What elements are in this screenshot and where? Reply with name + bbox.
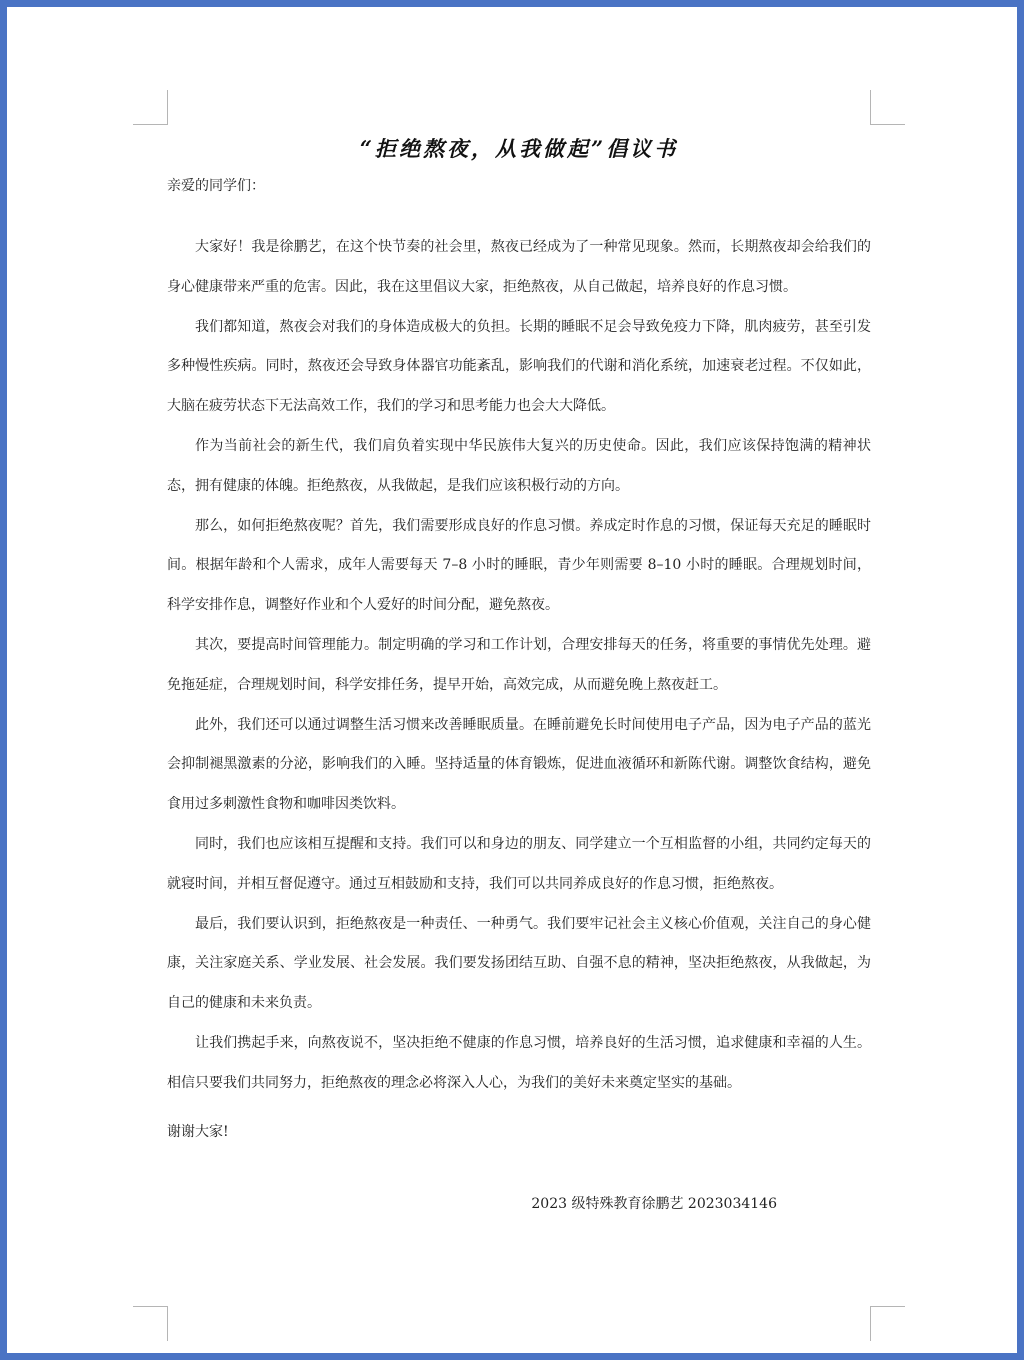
- crop-mark-top-left: [133, 90, 168, 125]
- document-title: “拒绝熬夜，从我做起”倡议书: [359, 136, 679, 161]
- crop-mark-top-right: [870, 90, 905, 125]
- paragraph-7: 同时，我们也应该相互提醒和支持。我们可以和身边的朋友、同学建立一个互相监督的小组，共同约定每天的就寝时间，并相互督促遵守。通过互相鼓励和支持，我们可以共同养成良好的作息习惯，拒绝熬夜。: [167, 835, 871, 892]
- crop-mark-bottom-right: [870, 1306, 905, 1341]
- paragraph-2: 我们都知道，熬夜会对我们的身体造成极大的负担。长期的睡眠不足会导致免疫力下降，肌肉疲劳，甚至引发多种慢性疾病。同时，熬夜还会导致身体器官功能紊乱，影响我们的代谢和消化系统，加速衰老过程。不仅如此，大脑在疲劳状态下无法高效工作，我们的学习和思考能力也会大大降低。: [167, 318, 871, 415]
- signature: 2023 级特殊教育徐鹏艺 2023034146: [531, 1195, 777, 1212]
- paragraph-6: 此外，我们还可以通过调整生活习惯来改善睡眠质量。在睡前避免长时间使用电子产品，因为电子产品的蓝光会抑制褪黑激素的分泌，影响我们的入睡。坚持适量的体育锻炼，促进血液循环和新陈代谢。调整饮食结构，避免食用过多刺激性食物和咖啡因类饮料。: [167, 716, 871, 813]
- paragraph-8: 最后，我们要认识到，拒绝熬夜是一种责任、一种勇气。我们要牢记社会主义核心价值观，关注自己的身心健康，关注家庭关系、学业发展、社会发展。我们要发扬团结互助、自强不息的精神，坚决拒绝熬夜，从我做起，为自己的健康和未来负责。: [167, 915, 871, 1012]
- paragraph-3: 作为当前社会的新生代，我们肩负着实现中华民族伟大复兴的历史使命。因此，我们应该保持饱满的精神状态，拥有健康的体魄。拒绝熬夜，从我做起，是我们应该积极行动的方向。: [167, 437, 871, 494]
- paragraph-9: 让我们携起手来，向熬夜说不，坚决拒绝不健康的作息习惯，培养良好的生活习惯，追求健康和幸福的人生。相信只要我们共同努力，拒绝熬夜的理念必将深入人心，为我们的美好未来奠定坚实的基础。: [167, 1034, 871, 1091]
- paragraph-5: 其次，要提高时间管理能力。制定明确的学习和工作计划，合理安排每天的任务，将重要的事情优先处理。避免拖延症，合理规划时间，科学安排任务，提早开始，高效完成，从而避免晚上熬夜赶工。: [167, 636, 871, 693]
- greeting: 亲爱的同学们：: [167, 178, 265, 194]
- paragraph-4: 那么，如何拒绝熬夜呢？首先，我们需要形成良好的作息习惯。养成定时作息的习惯，保证每天充足的睡眠时间。根据年龄和个人需求，成年人需要每天 7–8 小时的睡眠，青少年则需要 8–10 小时的睡眠。合理规划时间，科学安排作息，调整好作业和个人爱好的时间分配，避免熬夜。: [167, 517, 871, 614]
- document-body: [167, 228, 871, 1104]
- closing-line: 谢谢大家!: [167, 1123, 229, 1140]
- crop-mark-bottom-left: [133, 1306, 168, 1341]
- document-page: [167, 132, 871, 1214]
- paragraph-1: 大家好！我是徐鹏艺，在这个快节奏的社会里，熬夜已经成为了一种常见现象。然而，长期熬夜却会给我们的身心健康带来严重的危害。因此，我在这里倡议大家，拒绝熬夜，从自己做起，培养良好的作息习惯。: [167, 239, 871, 295]
